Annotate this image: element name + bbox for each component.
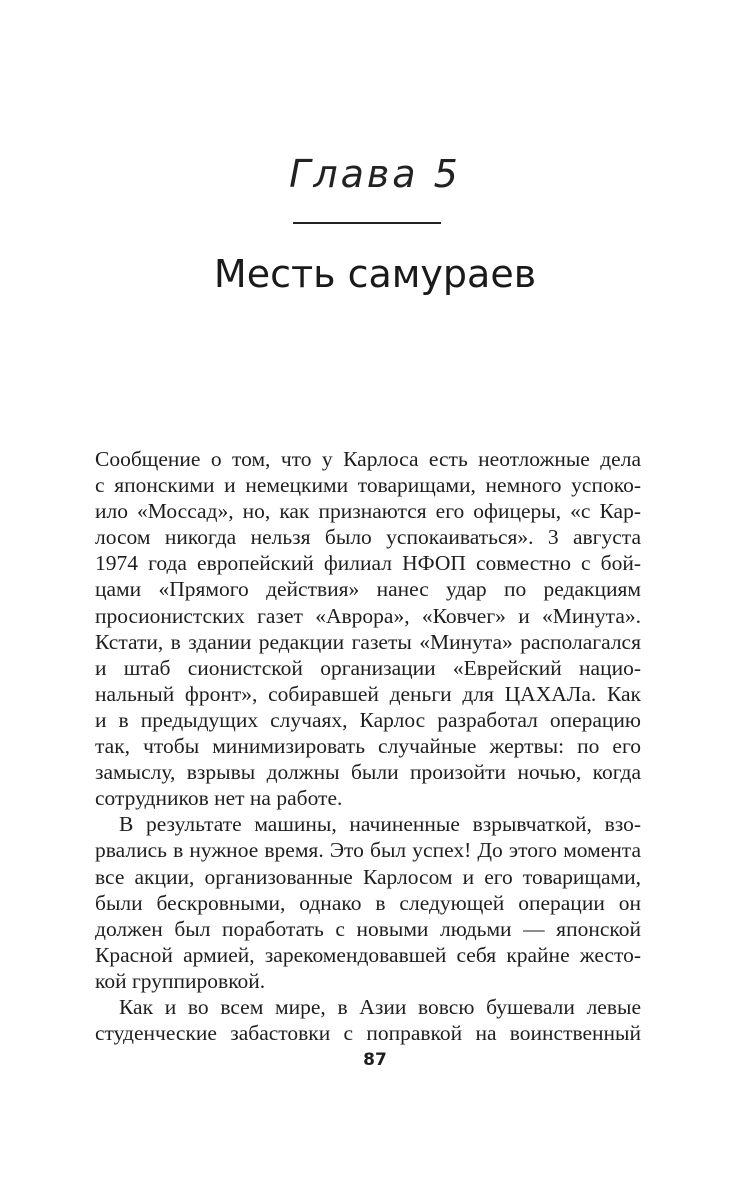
chapter-title: Месть самураев: [213, 252, 537, 296]
text-line: так, чтобы минимизировать случайные жертвы: по его: [95, 734, 641, 759]
paragraph-3: [95, 994, 641, 1046]
text-line: Как и во всем мире, в Азии вовсю бушевали левые: [119, 994, 641, 1019]
page-number: 87: [363, 1050, 387, 1070]
text-line: с японскими и немецкими товарищами, немного успоко-: [95, 473, 641, 498]
text-line: Сообщение о том, что у Карлоса есть неотложные дела: [95, 447, 641, 471]
text-line: просионистских газет «Аврора», «Ковчег» и «Минута».: [95, 603, 641, 628]
text-line: сотрудников нет на работе.: [95, 786, 343, 811]
text-line: и штаб сионистской организации «Еврейский нацио-: [95, 655, 641, 680]
text-line: нальный фронт», собиравшей деньги для ЦАХАЛа. Как: [95, 681, 641, 706]
text-line: все акции, организованные Карлосом и его товарищами,: [95, 864, 641, 889]
text-line: кой группировкой.: [95, 968, 266, 993]
text-line: и в предыдущих случаях, Карлос разработал операцию: [95, 707, 641, 732]
text-line: рвались в нужное время. Это был успех! До этого момента: [95, 838, 641, 863]
body-text: [95, 446, 641, 1046]
text-line: должен был поработать с новыми людьми — японской: [95, 916, 641, 941]
text-line: Кстати, в здании редакции газеты «Минута» располагался: [95, 629, 641, 654]
text-line: лосом никогда нельзя было успокаиваться». 3 августа: [95, 525, 641, 550]
text-line: В результате машины, начиненные взрывчаткой, взо-: [119, 812, 641, 837]
text-line: замыслу, взрывы должны были произойти ночью, когда: [95, 760, 641, 785]
paragraph-1: [95, 446, 641, 811]
chapter-divider: [293, 222, 441, 224]
chapter-label: Глава 5: [289, 152, 461, 196]
paragraph-2: [95, 811, 641, 994]
text-line: 1974 года европейский филиал НФОП совместно с бой-: [95, 551, 641, 576]
text-line: цами «Прямого действия» нанес удар по редакциям: [95, 577, 641, 602]
text-line: Красной армией, зарекомендовавшей себя крайне жесто-: [95, 942, 641, 967]
text-line: ило «Моссад», но, как признаются его офицеры, «с Кар-: [95, 499, 641, 524]
text-line: были бескровными, однако в следующей операции он: [95, 890, 641, 915]
text-line: студенческие забастовки с поправкой на воинственный: [95, 1021, 641, 1046]
